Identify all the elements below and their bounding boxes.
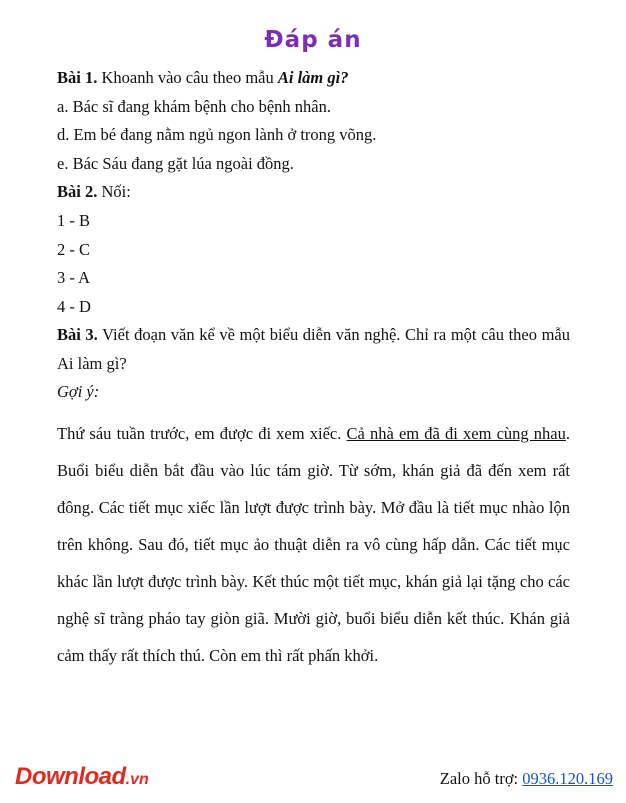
exercise-2-heading (57, 178, 570, 207)
exercise-3-text: Viết đoạn văn kể về một biểu diễn văn nghệ. Chỉ ra một câu theo mẫu Ai làm gì? (57, 325, 570, 373)
essay-part-1: Thứ sáu tuần trước, em được đi xem xiếc. (57, 423, 347, 443)
logo-vn-text: .vn (125, 771, 149, 788)
exercise-2-answer-2: 2 - C (57, 239, 90, 259)
exercise-3-heading (57, 321, 570, 378)
exercise-2-answer-4: 4 - D (57, 296, 91, 316)
exercise-2-answer-3: 3 - A (57, 268, 90, 288)
exercise-1-label: Bài 1. (57, 68, 98, 87)
page-title: Đáp án (264, 27, 362, 53)
exercise-1-answer-d: d. Em bé đang nằm ngủ ngon lành ở trong võng. (57, 125, 377, 145)
exercise-3-label: Bài 3. (57, 325, 98, 345)
essay-paragraph (57, 415, 570, 674)
exercise-1-heading (57, 64, 570, 93)
document-body (0, 53, 626, 674)
zalo-support-label: Zalo hỗ trợ: (439, 769, 523, 788)
downloadvn-logo (15, 765, 149, 789)
essay-underlined-sentence: Cả nhà em đã đi xem cùng nhau (346, 423, 566, 443)
zalo-support (440, 769, 613, 789)
exercise-2-label: Bài 2. (57, 182, 98, 202)
hint-label: Gợi ý: (57, 381, 100, 401)
exercise-1-text: Khoanh vào câu theo mẫu (97, 68, 278, 87)
essay-part-2: . Buổi biểu diễn bắt đầu vào lúc tám giờ. Từ sớm, khán giả đã đến xem rất đông. Các tiết mục xiếc lần lượt được trình bày. Mở đầu là tiết mục nhào lộn trên không. Sau đó, tiết mục ảo thuật diễn ra vô cùng hấp dẫn. Các tiết mục khác lần lượt được trình bày. Kết thúc một tiết mục, khán giả lại tặng cho các nghệ sĩ tràng pháo tay giòn giã. Mười giờ, buổi biểu diễn kết thúc. Khán giả cảm thấy rất thích thú. Còn em thì rất phấn khởi. (57, 423, 570, 665)
exercise-1-answer-a: a. Bác sĩ đang khám bệnh cho bệnh nhân. (57, 96, 332, 116)
logo-download-text: Download (15, 763, 126, 790)
exercise-2-text: Nối: (97, 182, 131, 202)
zalo-phone-link[interactable]: 0936.120.169 (522, 769, 613, 788)
exercise-1-pattern: Ai làm gì? (277, 68, 349, 87)
page-footer (15, 765, 613, 789)
exercise-1-answer-e: e. Bác Sáu đang gặt lúa ngoài đồng. (57, 153, 294, 173)
exercise-2-answer-1: 1 - B (57, 210, 90, 230)
